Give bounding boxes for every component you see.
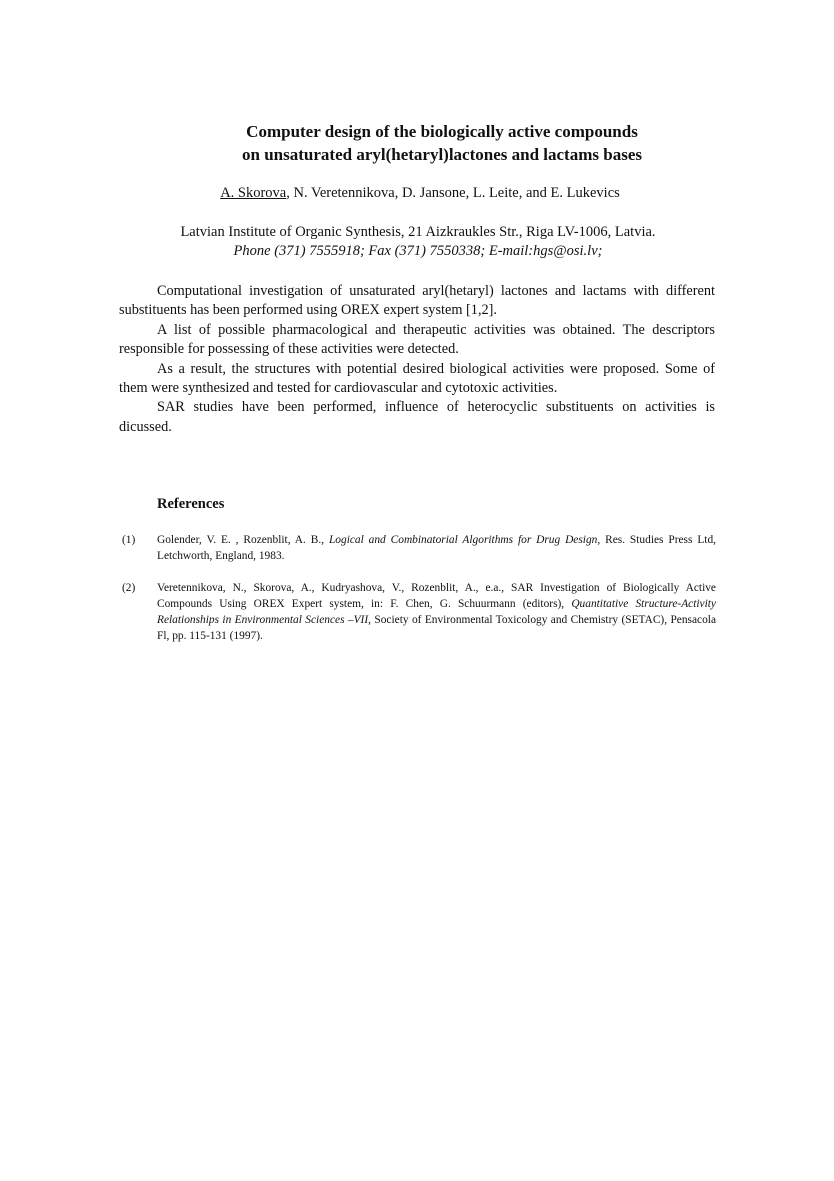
reference-number: (2): [122, 582, 136, 594]
reference-number: (1): [122, 534, 136, 546]
reference-publisher: , Society of Environmental Toxicology and Chemistry (SETAC), Pensacola Fl, pp. 115-131 (1997).: [157, 614, 716, 642]
title-line-2: on unsaturated aryl(hetaryl)lactones and lactams bases: [242, 145, 642, 164]
abstract-paragraph: Computational investigation of unsaturated aryl(hetaryl) lactones and lactams with different substituents has been performed using OREX expert system [1,2].: [119, 283, 715, 319]
reference-work-title: Quantitative Structure-Activity Relationships in Environmental Sciences –VII: [157, 598, 716, 626]
title-line-1: Computer design of the biologically active compounds: [246, 122, 638, 141]
affiliation: [120, 223, 716, 261]
reference-item: [122, 532, 716, 564]
reference-authors: Veretennikova, N., Skorova, A., Kudryashova, V., Rozenblit, A., e.a., SAR Investigation of Biologically Active Compounds Using OREX Expert system, in: F. Chen, G. Schuurmann (editors),: [157, 582, 716, 610]
abstract-paragraph: A list of possible pharmacological and therapeutic activities was obtained. The descriptors responsible for possessing of these activities were detected.: [119, 321, 715, 358]
abstract-body: [119, 282, 715, 437]
institute-address: Latvian Institute of Organic Synthesis, 21 Aizkraukles Str., Riga LV-1006, Latvia.: [180, 224, 656, 240]
reference-text: [157, 532, 716, 564]
contact-info: Phone (371) 7555918; Fax (371) 7550338; E-mail:hgs@osi.lv;: [233, 243, 603, 259]
author-list: [120, 184, 720, 202]
paper-title: [120, 120, 764, 166]
reference-publisher: , Res. Studies Press Ltd, Letchworth, England, 1983.: [157, 534, 716, 562]
co-authors: , N. Veretennikova, D. Jansone, L. Leite, and E. Lukevics: [286, 185, 620, 201]
abstract-paragraph: SAR studies have been performed, influence of heterocyclic substituents on activities is dicussed.: [119, 399, 715, 435]
references-heading: References: [157, 496, 225, 512]
reference-authors: Golender, V. E. , Rozenblit, A. B.,: [157, 534, 329, 546]
reference-work-title: Logical and Combinatorial Algorithms for Drug Design: [328, 534, 598, 546]
reference-item: [122, 580, 716, 644]
reference-text: [157, 580, 716, 644]
presenting-author: A. Skorova: [220, 185, 287, 201]
abstract-paragraph: As a result, the structures with potential desired biological activities were proposed. Some of them were synthesized and tested for cardiovascular and cytotoxic activities.: [119, 360, 715, 397]
